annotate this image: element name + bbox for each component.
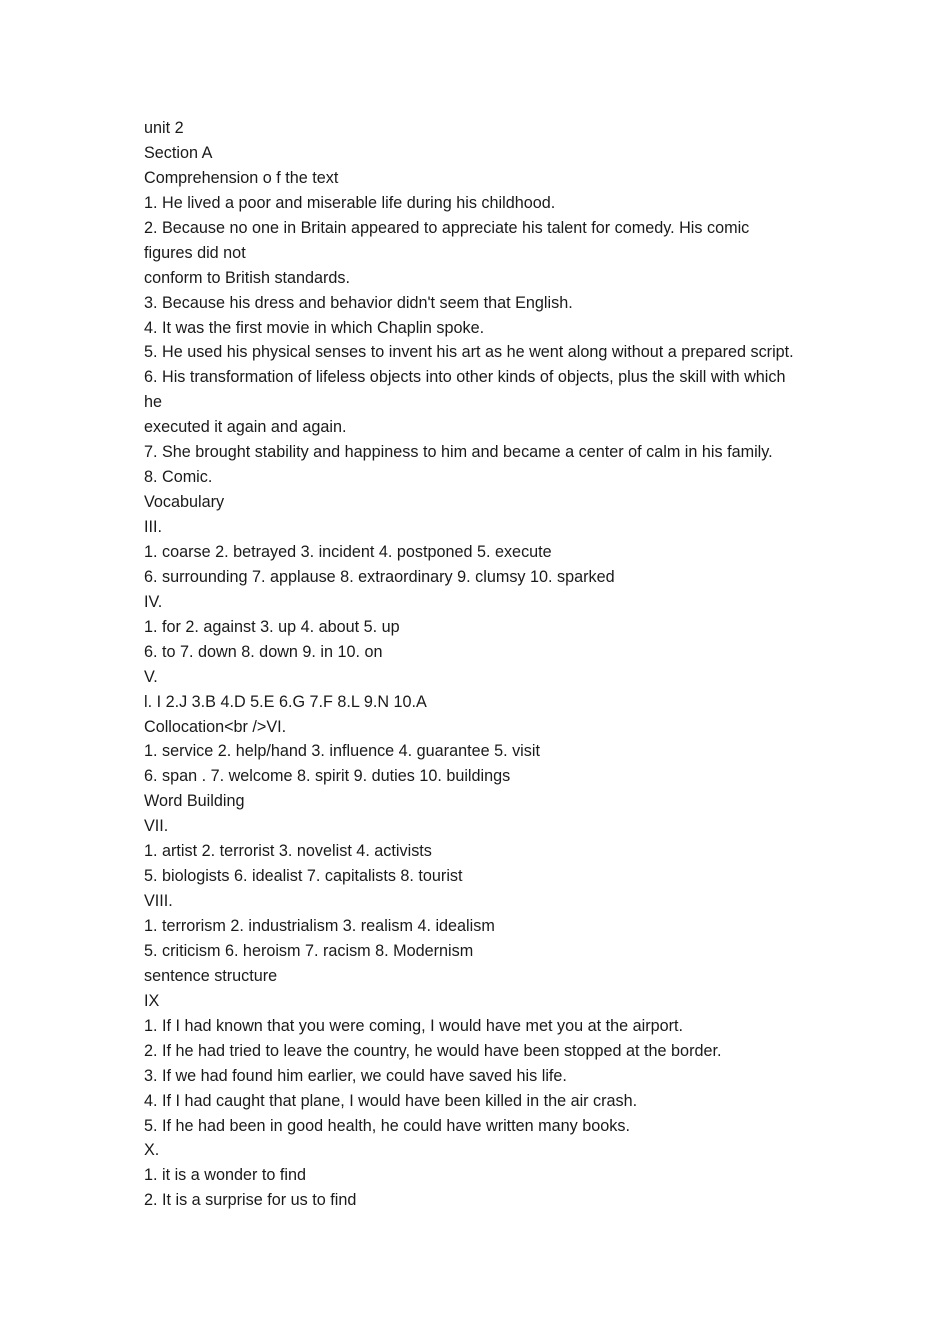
- text-line: 6. His transformation of lifeless objects into other kinds of objects, plus the skill with which: [144, 368, 786, 387]
- text-line: 5. He used his physical senses to invent his art as he went along without a prepared script.: [144, 343, 794, 362]
- text-line: 2. If he had tried to leave the country, he would have been stopped at the border.: [144, 1041, 722, 1060]
- text-line: 6. surrounding 7. applause 8. extraordinary 9. clumsy 10. sparked: [144, 567, 615, 586]
- text-line: 1. artist 2. terrorist 3. novelist 4. activists: [144, 842, 432, 861]
- exercise-number: III.: [144, 518, 162, 536]
- text-line: l. I 2.J 3.B 4.D 5.E 6.G 7.F 8.L 9.N 10.A: [144, 692, 427, 711]
- collocation-heading: Collocation<br />VI.: [144, 717, 287, 736]
- exercise-number: IX: [144, 991, 160, 1010]
- text-line: 4. If I had caught that plane, I would have been killed in the air crash.: [144, 1091, 638, 1110]
- exercise-number: VIII.: [144, 892, 173, 911]
- text-line: 7. She brought stability and happiness to him and became a center of calm in his family.: [144, 443, 773, 462]
- text-line: 4. It was the first movie in which Chaplin spoke.: [144, 318, 485, 337]
- vocabulary-heading: Vocabulary: [144, 493, 225, 512]
- text-line: 1. He lived a poor and miserable life during his childhood.: [144, 193, 556, 212]
- text-line: 2. Because no one in Britain appeared to appreciate his talent for comedy. His comic: [144, 218, 750, 237]
- text-line: 3. If we had found him earlier, we could have saved his life.: [144, 1066, 567, 1085]
- sentence-structure-heading: sentence structure: [144, 966, 278, 985]
- text-line: 3. Because his dress and behavior didn't seem that English.: [144, 293, 573, 312]
- text-line: 1. coarse 2. betrayed 3. incident 4. postponed 5. execute: [144, 542, 552, 561]
- exercise-number: IV.: [144, 592, 163, 611]
- text-line: 1. If I had known that you were coming, I would have met you at the airport.: [144, 1016, 683, 1035]
- section-heading: Section A: [144, 143, 213, 162]
- text-line: 1. terrorism 2. industrialism 3. realism 4. idealism: [144, 917, 495, 935]
- text-line: 5. biologists 6. idealist 7. capitalists 8. tourist: [144, 867, 463, 886]
- text-line: 5. If he had been in good health, he could have written many books.: [144, 1116, 630, 1135]
- text-line: 2. It is a surprise for us to find: [144, 1191, 357, 1210]
- text-line: conform to British standards.: [144, 268, 351, 287]
- exercise-number: VII.: [144, 817, 169, 836]
- text-line: 1. service 2. help/hand 3. influence 4. guarantee 5. visit: [144, 742, 540, 761]
- text-line: 5. criticism 6. heroism 7. racism 8. Modernism: [144, 941, 474, 960]
- text-line: 6. span . 7. welcome 8. spirit 9. duties 10. buildings: [144, 767, 511, 786]
- word-building-heading: Word Building: [144, 792, 245, 811]
- exercise-number: V.: [144, 667, 158, 686]
- text-line: figures did not: [144, 243, 246, 262]
- comprehension-heading: Comprehension o f the text: [144, 168, 339, 187]
- text-line: executed it again and again.: [144, 418, 347, 437]
- text-line: 6. to 7. down 8. down 9. in 10. on: [144, 642, 383, 661]
- exercise-number: X.: [144, 1141, 160, 1160]
- text-line: 1. it is a wonder to find: [144, 1166, 306, 1185]
- unit-heading: unit 2: [144, 119, 184, 137]
- text-line: 1. for 2. against 3. up 4. about 5. up: [144, 617, 400, 636]
- document-page: [144, 116, 824, 1213]
- text-line: 8. Comic.: [144, 468, 213, 487]
- text-line: he: [144, 393, 163, 412]
